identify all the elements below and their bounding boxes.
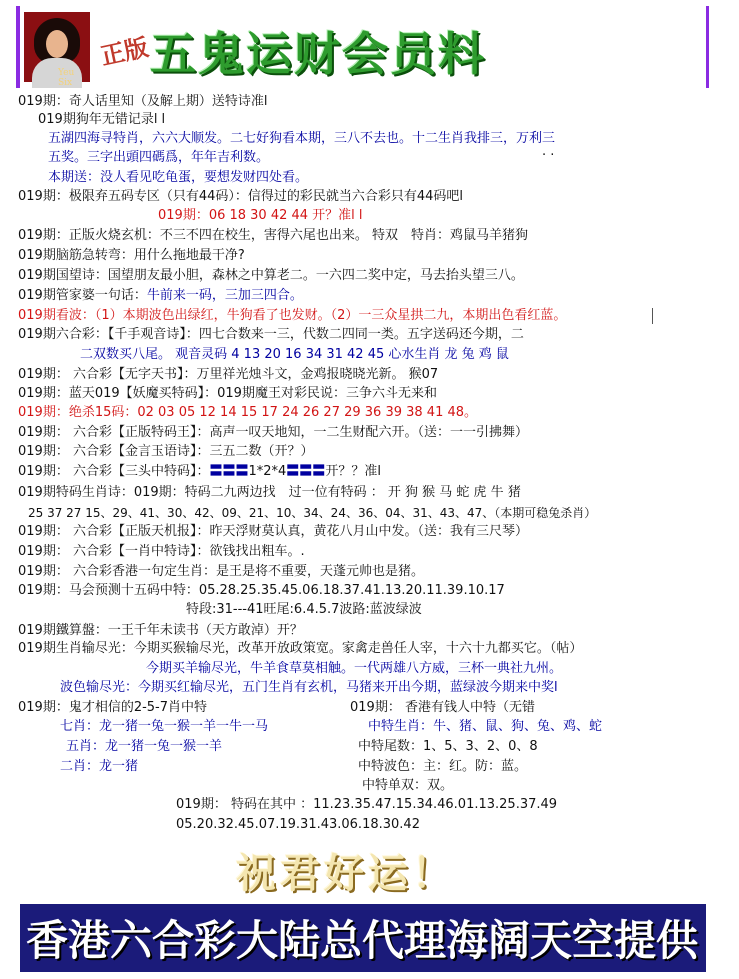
text-line: 019期：绝杀15码：02 03 05 12 14 15 17 24 26 27 29 36 39 38 41 48。: [18, 405, 478, 420]
text-line: 019期： 六合彩【正版天机报】：昨天浮财莫认真，黄花八月山中发。（送：我有三尺琴）: [18, 524, 528, 539]
text-line: 019期： 六合彩【金言玉语诗】：三五二数（开？）: [18, 444, 314, 459]
text-line: 本期送：没人看见吃龟蛋，要想发财四处看。: [48, 170, 309, 185]
right-frame-bar: [706, 6, 709, 88]
text-line: 019期： 六合彩【三头中特码】：〓〓〓1*2*4〓〓〓开？？准l: [18, 464, 381, 479]
text-line: 019期： 六合彩香港一句定生肖：是王是将不重要，天蓬元帅也是猪。: [18, 564, 424, 579]
text-line: 七肖：龙一猪一兔一猴一羊一牛一马: [60, 719, 269, 734]
text-line: 中特生肖：牛、猪、鼠、狗、兔、鸡、蛇: [368, 719, 603, 734]
text-line: 五肖：龙一猪一兔一猴一羊: [66, 739, 223, 754]
text-line: 019期：极限弃五码专区（只有44码）：信得过的彩民就当六合彩只有44码吧l: [18, 189, 464, 204]
text-line: 中特波色：主：红。防：蓝。: [358, 759, 528, 774]
text-line: 019期： 六合彩【无字天书】：万里祥光烛斗文，金鸡报晓晓光新。 猴07: [18, 367, 439, 382]
page-title: 五鬼运财会员料: [150, 27, 486, 81]
text-line: 019期六合彩：【千手观音诗】：四七合数来一三，代数二四同一类。五字送码还今期，二: [18, 327, 524, 342]
text-line: 019期： 香港有钱人中特（无错: [350, 700, 535, 715]
text-line: 五奖。三字出頭四碼爲，年年吉利数。: [48, 150, 270, 165]
text-line: 019期特码生肖诗：019期：特码二九两边找 过一位有特码 ： 开 狗 猴 马 蛇 虎 牛 猪: [18, 485, 521, 500]
header-photo: [24, 12, 90, 88]
blessing-text: 祝君好运！: [236, 850, 456, 897]
text-line: 019期：蓝天019【妖魔买特码】：019期魔王对彩民说：三争六斗无来和: [18, 386, 437, 401]
text-line: 二肖：龙一猪: [60, 759, 139, 774]
photo-caption: Yeu Six: [58, 68, 75, 88]
footer-banner: [20, 904, 706, 972]
footer-banner-text: 香港六合彩大陆总代理海阔天空提供: [26, 916, 699, 965]
text-line: 波色输尽光：今期买红输尽光，五门生肖有玄机，马猪来开出今期，蓝绿波今期来中奖l: [60, 680, 558, 695]
text-line: 019期： 六合彩【正版特码王】：高声一叹天地知，一二生财配六开。（送：一一引拂舞）: [18, 425, 528, 440]
text-line: · ·: [542, 148, 555, 163]
text-line: 019期看波：（1）本期波色出绿红，牛狗看了也发财。（2）一三众星拱二九，本期出色看红蓝。: [18, 308, 567, 323]
text-line: 特段:31---41旺尾:6.4.5.7波路:蓝波绿波: [186, 602, 422, 617]
text-line: 019期：06 18 30 42 44 开？准l l: [158, 208, 363, 223]
text-line: 二双数买八尾。 观音灵码 4 13 20 16 34 31 42 45 心水生肖 龙 兔 鸡 鼠: [80, 347, 509, 362]
text-line: 019期：鬼才相信的2-5-7肖中特: [18, 700, 208, 715]
text-line: 019期狗年无错记录l l: [38, 112, 166, 127]
text-line: 05.20.32.45.07.19.31.43.06.18.30.42: [176, 817, 420, 832]
text-line: 中特单双：双。: [362, 778, 454, 793]
text-line: 019期国望诗：国望朋友最小胆，森林之中算老二。一六四二奖中定，马去抬头望三八。: [18, 268, 524, 283]
seal-logo: 正版: [97, 32, 151, 71]
text-line: 019期：正版火烧玄机：不三不四在校生，害得六尾也出来。 特双 特肖：鸡鼠马羊猪狗: [18, 228, 528, 243]
text-line: 今期买羊输尽光，牛羊食草莫相触。一代两雄八方威，三杯一典社九州。: [146, 661, 563, 676]
text-line: 五湖四海寻特肖，六六大顺发。二七好狗看本期，三八不去也。十二生肖我排三，万利三: [48, 131, 556, 146]
text-line: 019期鐵算盤：一王千年未读书（天方敢淖）开？: [18, 623, 303, 638]
text-line: 019期： 六合彩【一肖中特诗】：欲钱找出粗车。.: [18, 544, 305, 559]
text-line: 019期脑筋急转弯：用什么拖地最干净?: [18, 248, 245, 263]
text-line: 25 37 27 15、29、41、30、42、09、21、10、34、24、36、04、31、43、47、（本期可稳兔杀肖）: [28, 506, 597, 520]
text-line: 中特尾数：1、5、3、2、0、8: [358, 739, 538, 754]
text-line: 019期：奇人话里知（及解上期）送特诗准l: [18, 94, 268, 109]
left-frame-bar: [16, 6, 20, 88]
text-line: 019期生肖输尽光：今期买猴输尽光，改革开放政策宽。家禽走兽任人宰，十六十九都买它。（帖）: [18, 641, 583, 656]
text-line: 019期：马会预测十五码中特：05.28.25.35.45.06.18.37.41.13.20.11.39.10.17: [18, 583, 505, 598]
text-line: 019期： 特码在其中 ：11.23.35.47.15.34.46.01.13.25.37.49: [176, 797, 558, 812]
text-line: 019期管家婆一句话：牛前来一码，三加三四合。: [18, 288, 303, 303]
text-cursor: [652, 308, 653, 324]
